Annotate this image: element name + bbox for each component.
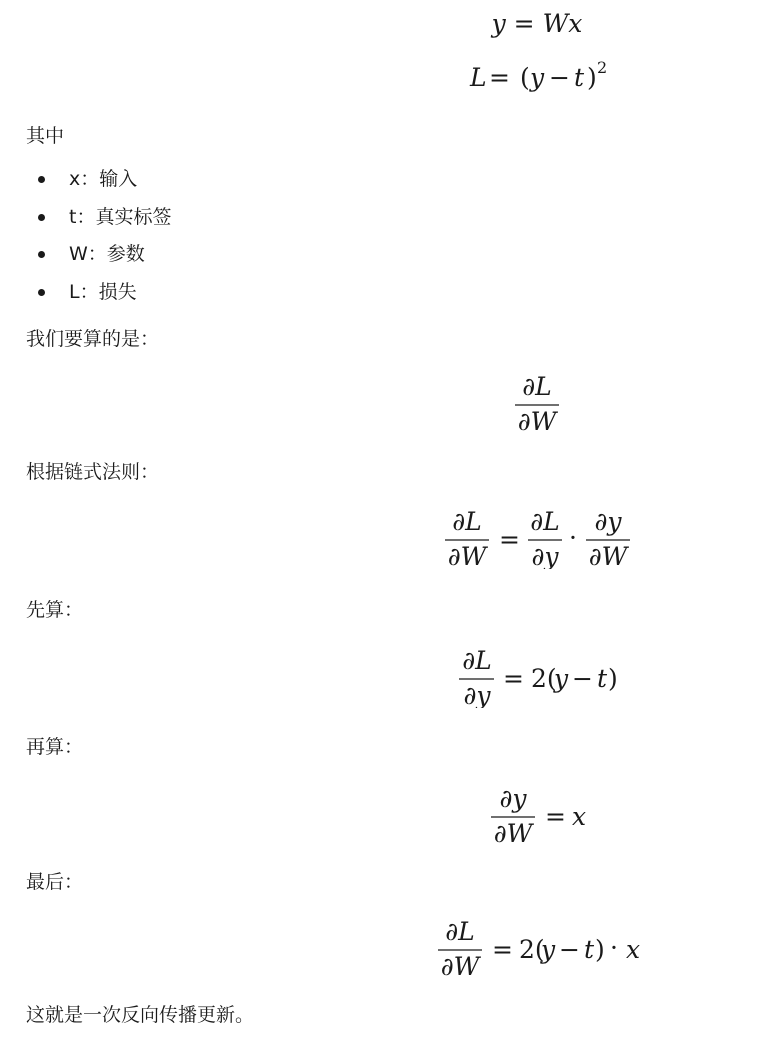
coefficient: 2( xyxy=(519,935,545,964)
equation-loss-eq: = xyxy=(489,63,510,92)
var-y: y xyxy=(554,664,569,693)
close-paren: ) xyxy=(595,935,605,964)
fraction-numerator: ∂y xyxy=(594,507,622,536)
equation-loss-minus: − xyxy=(549,63,570,92)
var-t: t xyxy=(597,664,608,693)
list-item-label: W：参数 xyxy=(69,243,145,265)
fraction-numerator: ∂L xyxy=(445,917,475,946)
fraction-denominator: ∂y xyxy=(531,542,559,569)
then-label: 再算： xyxy=(26,736,84,758)
conclusion-text: 这就是一次反向传播更新。 xyxy=(26,1004,255,1026)
var-x: x xyxy=(572,802,587,831)
minus-sign: − xyxy=(572,664,593,693)
equation-loss-open: ( xyxy=(520,63,530,92)
fraction-numerator: ∂L xyxy=(522,372,552,401)
bullet-dot xyxy=(38,251,45,258)
we-compute-label: 我们要算的是： xyxy=(26,328,160,350)
bullet-dot xyxy=(38,289,45,296)
dot-operator: · xyxy=(610,933,618,962)
equation-dl-dy xyxy=(0,644,778,708)
equals-sign: = xyxy=(503,664,524,693)
equation-loss-lhs: L xyxy=(470,63,487,92)
equation-loss-exponent: 2 xyxy=(597,58,608,77)
bullet-dot xyxy=(38,176,45,183)
equation-chain-rule xyxy=(0,505,778,569)
fraction-denominator: ∂W xyxy=(517,407,557,434)
equals-sign: = xyxy=(545,802,566,831)
fraction-numerator: ∂L xyxy=(462,646,492,675)
where-label: 其中 xyxy=(26,125,65,147)
equation-target xyxy=(0,370,778,434)
fraction-denominator: ∂y xyxy=(463,681,491,708)
fraction-denominator: ∂W xyxy=(493,819,533,846)
finally-label: 最后： xyxy=(26,871,84,893)
equation-loss-t: t xyxy=(574,63,585,92)
bullet-dot xyxy=(38,214,45,221)
var-y: y xyxy=(541,935,556,964)
equals-sign: = xyxy=(492,935,513,964)
equation-loss-y: y xyxy=(530,63,545,92)
equation-final xyxy=(0,915,778,979)
fraction-denominator: ∂W xyxy=(440,952,480,979)
minus-sign: − xyxy=(559,935,580,964)
var-x: x xyxy=(626,935,641,964)
equation-forward-text: y = Wx xyxy=(491,9,583,38)
close-paren: ) xyxy=(608,664,618,693)
equation-loss xyxy=(0,48,778,112)
list-item-label: L：损失 xyxy=(69,280,137,303)
fraction-numerator: ∂y xyxy=(499,784,527,813)
fraction-denominator: ∂W xyxy=(588,542,628,569)
equation-loss-close: ) xyxy=(587,63,597,92)
list-item-label: t：真实标签 xyxy=(69,205,172,228)
coefficient: 2( xyxy=(531,664,557,693)
var-t: t xyxy=(584,935,595,964)
list-item-label: x：输入 xyxy=(69,168,138,190)
fraction-numerator: ∂L xyxy=(530,507,560,536)
fraction-denominator: ∂W xyxy=(447,542,487,569)
first-label: 先算： xyxy=(26,599,84,621)
equation-dy-dw xyxy=(0,782,778,846)
dot-operator: · xyxy=(569,523,577,552)
equals-sign: = xyxy=(499,525,520,554)
chain-rule-label: 根据链式法则： xyxy=(26,461,160,483)
fraction-numerator: ∂L xyxy=(452,507,482,536)
